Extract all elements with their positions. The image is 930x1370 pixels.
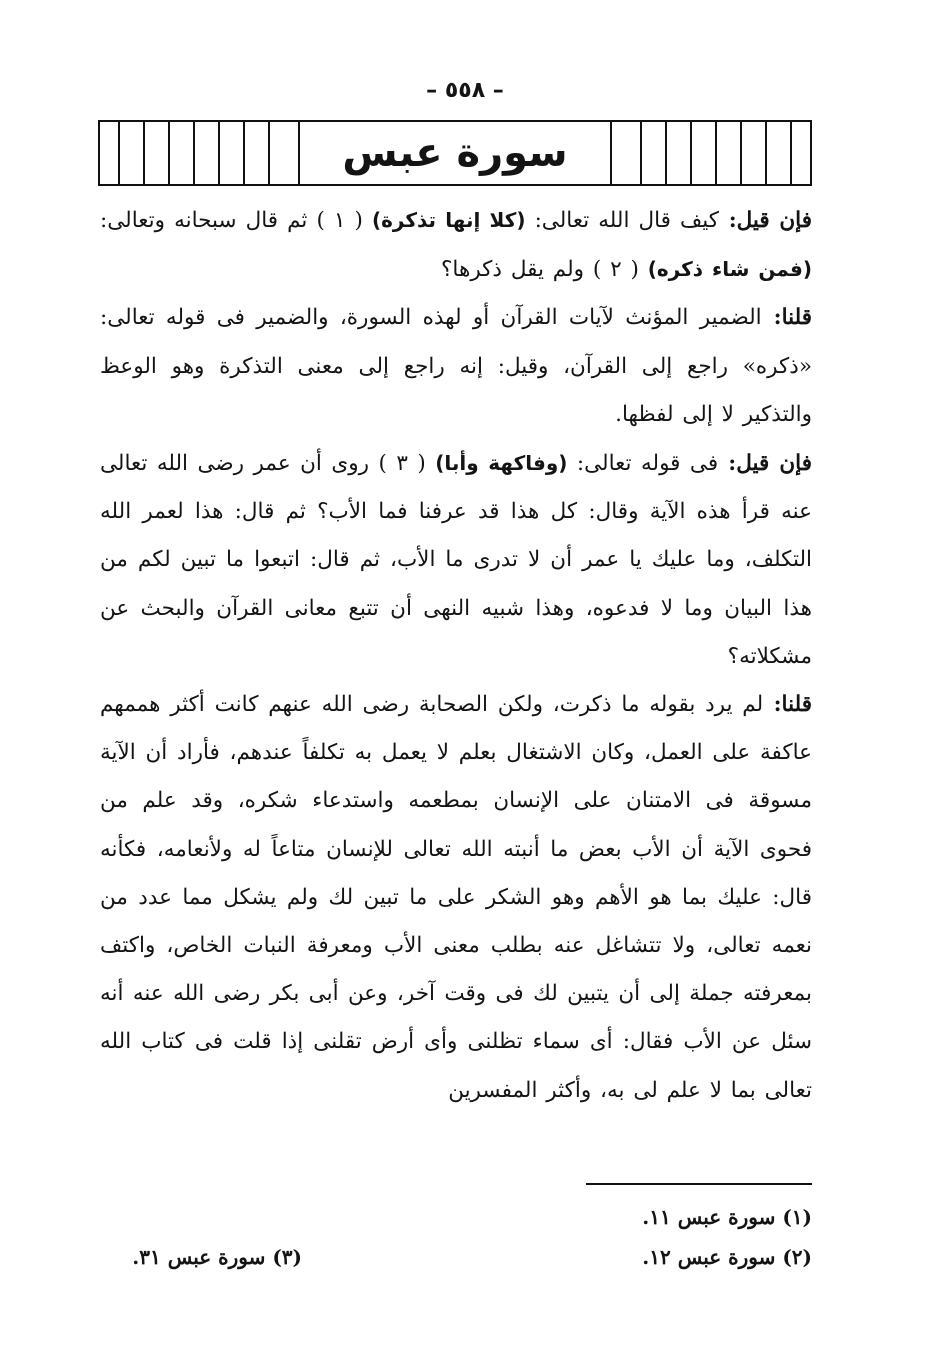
paragraph-text: لم يرد بقوله ما ذكرت، ولكن الصحابة رضى الله عنهم كانت أكثر هممهم عاكفة على العمل، وكان الاشتغال بعلم لا يعمل به تكلفاً عندهم، فأراد أن الآية مسوقة فى الامتنان على الإنسان بمطعمه واستدعاء شكره، وقد علم من فحوى الآية أن الأب بعض ما أنبته الله تعالى للإنسان متاعاً له ولأنعامه، فكأنه قال: عليك بما هو الأهم وهو الشكر على ما تبين لك ولم يشكل مما عدد من نعمه تعالى، ولا تتشاغل عنه بطلب معنى الأب ومعرفة النبات الخاص، واكتف بمعرفته جملة إلى أن يتبين لك فى وقت آخر، وعن أبى بكر رضى الله عنه أنه سئل عن الأب فقال: أى سماء تظلنى وأى أرض تقلنى إذا قلت فى كتاب الله تعالى بما لا علم لى به، وأكثر المفسرين bbox=[100, 692, 812, 1103]
paragraph-text: ( ١ ) ثم قال سبحانه وتعالى: bbox=[100, 208, 372, 233]
footnote-2: (٢) سورة عبس ١٢. bbox=[642, 1245, 812, 1269]
paragraph-question-1 bbox=[100, 196, 812, 294]
paragraph-label: قلنا: bbox=[763, 692, 812, 718]
page-number: – ٥٥٨ – bbox=[426, 78, 504, 103]
paragraph-answer-1 bbox=[100, 294, 812, 439]
quran-quote: (فمن شاء ذكره) bbox=[647, 257, 812, 282]
footnote-3: (٣) سورة عبس ٣١. bbox=[132, 1245, 302, 1269]
paragraph-text: فى قوله تعالى: bbox=[567, 451, 719, 477]
surah-title: سورة عبس bbox=[342, 130, 568, 176]
paragraph-label: قلنا: bbox=[761, 305, 813, 331]
paragraph-text: ( ٢ ) ولم يقل ذكرها؟ bbox=[441, 257, 648, 283]
banner-decoration-left bbox=[106, 122, 282, 184]
footnote-1: (١) سورة عبس ١١. bbox=[642, 1205, 812, 1229]
quran-quote: (كلا إنها تذكرة) bbox=[371, 208, 526, 232]
paragraph-answer-2 bbox=[100, 681, 812, 1115]
surah-title-banner bbox=[98, 120, 812, 186]
paragraph-label: فإن قيل: bbox=[718, 208, 813, 233]
paragraph-question-2 bbox=[100, 439, 812, 681]
banner-decoration-right bbox=[628, 122, 804, 184]
paragraph-text: الضمير المؤنث لآيات القرآن أو لهذه السورة، والضمير فى قوله تعالى: «ذكره» راجع إلى القرآن، وقيل: إنه راجع إلى معنى التذكرة وهو الوعظ والتذكير لا إلى لفظها. bbox=[100, 305, 812, 427]
paragraph-text: كيف قال الله تعالى: bbox=[525, 208, 719, 233]
footnote-separator bbox=[586, 1183, 812, 1185]
paragraph-label: فإن قيل: bbox=[718, 451, 812, 477]
quran-quote: (وفاكهة وأبا) bbox=[435, 451, 568, 476]
paragraph-text: ( ٣ ) روى أن عمر رضى الله تعالى عنه قرأ هذه الآية وقال: كل هذا قد عرفنا فما الأب؟ ثم قال: هذا لعمر الله التكلف، وما عليك يا عمر أن لا تدرى ما الأب، ثم قال: اتبعوا ما تبين لكم من هذا البيان وما لا فدعوه، وهذا شبيه النهى أن تتبع معانى القرآن والبحث عن مشكلاته؟ bbox=[100, 451, 812, 669]
main-text bbox=[100, 196, 812, 1115]
surah-title-box bbox=[298, 122, 612, 184]
